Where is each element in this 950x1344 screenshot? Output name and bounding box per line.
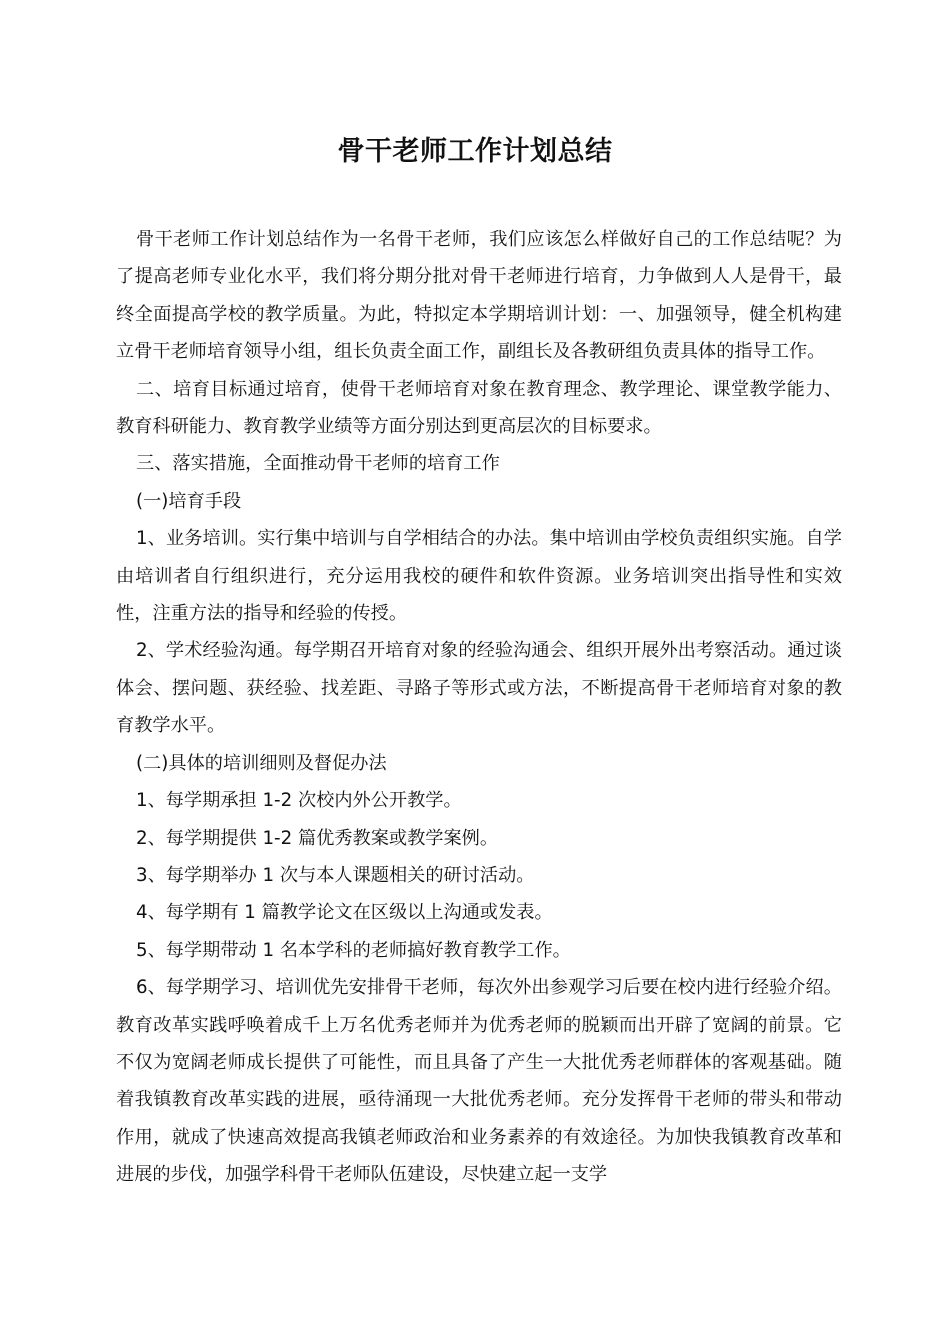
document-body (116, 221, 842, 1194)
paragraph-measures-heading: 三、落实措施，全面推动骨干老师的培育工作 (136, 453, 500, 475)
paragraph-goal: 二、培育目标通过培育，使骨干老师培育对象在教育理念、教学理论、课堂教学能力、教育科研能力、教育教学业绩等方面分别达到更高层次的目标要求。 (116, 378, 842, 438)
paragraph-section-one-heading: (一)培育手段 (136, 490, 242, 512)
list-item-seminar: 3、每学期举办 1 次与本人课题相关的研讨活动。 (136, 864, 535, 886)
paragraph-intro: 骨干老师工作计划总结作为一名骨干老师，我们应该怎么样做好自己的工作总结呢？为了提高老师专业化水平，我们将分期分批对骨干老师进行培育，力争做到人人是骨干，最终全面提高学校的教学质量。为此，特拟定本学期培训计划：一、加强领导，健全机构建立骨干老师培育领导小组，组长负责全面工作，副组长及各教研组负责具体的指导工作。 (116, 229, 842, 363)
paragraph-section-two-heading: (二)具体的培训细则及督促办法 (136, 752, 387, 774)
list-item-mentoring: 5、每学期带动 1 名本学科的老师搞好教育教学工作。 (136, 939, 571, 961)
paragraph-academic-exchange: 2、学术经验沟通。每学期召开培育对象的经验沟通会、组织开展外出考察活动。通过谈体会、摆问题、获经验、找差距、寻路子等形式或方法，不断提高骨干老师培育对象的教育教学水平。 (116, 640, 842, 737)
list-item-paper: 4、每学期有 1 篇教学论文在区级以上沟通或发表。 (136, 902, 553, 924)
list-item-public-teaching: 1、每学期承担 1-2 次校内外公开教学。 (136, 790, 462, 812)
paragraph-business-training: 1、业务培训。实行集中培训与自学相结合的办法。集中培训由学校负责组织实施。自学由培训者自行组织进行，充分运用我校的硬件和软件资源。业务培训突出指导性和实效性，注重方法的指导和经验的传授。 (116, 528, 842, 625)
list-item-lesson-plans: 2、每学期提供 1-2 篇优秀教案或教学案例。 (136, 827, 499, 849)
list-item-study-priority: 6、每学期学习、培训优先安排骨干老师，每次外出参观学习后要在校内进行经验介绍。教育改革实践呼唤着成千上万名优秀老师并为优秀老师的脱颖而出开辟了宽阔的前景。它不仅为宽阔老师成长提供了可能性，而且具备了产生一大批优秀老师群体的客观基础。随着我镇教育改革实践的进展，亟待涌现一大批优秀老师。充分发挥骨干老师的带头和带动作用，就成了快速高效提高我镇老师政治和业务素养的有效途径。为加快我镇教育改革和进展的步伐，加强学科骨干老师队伍建设，尽快建立起一支学 (116, 977, 842, 1186)
document-title: 骨干老师工作计划总结 (337, 136, 613, 167)
